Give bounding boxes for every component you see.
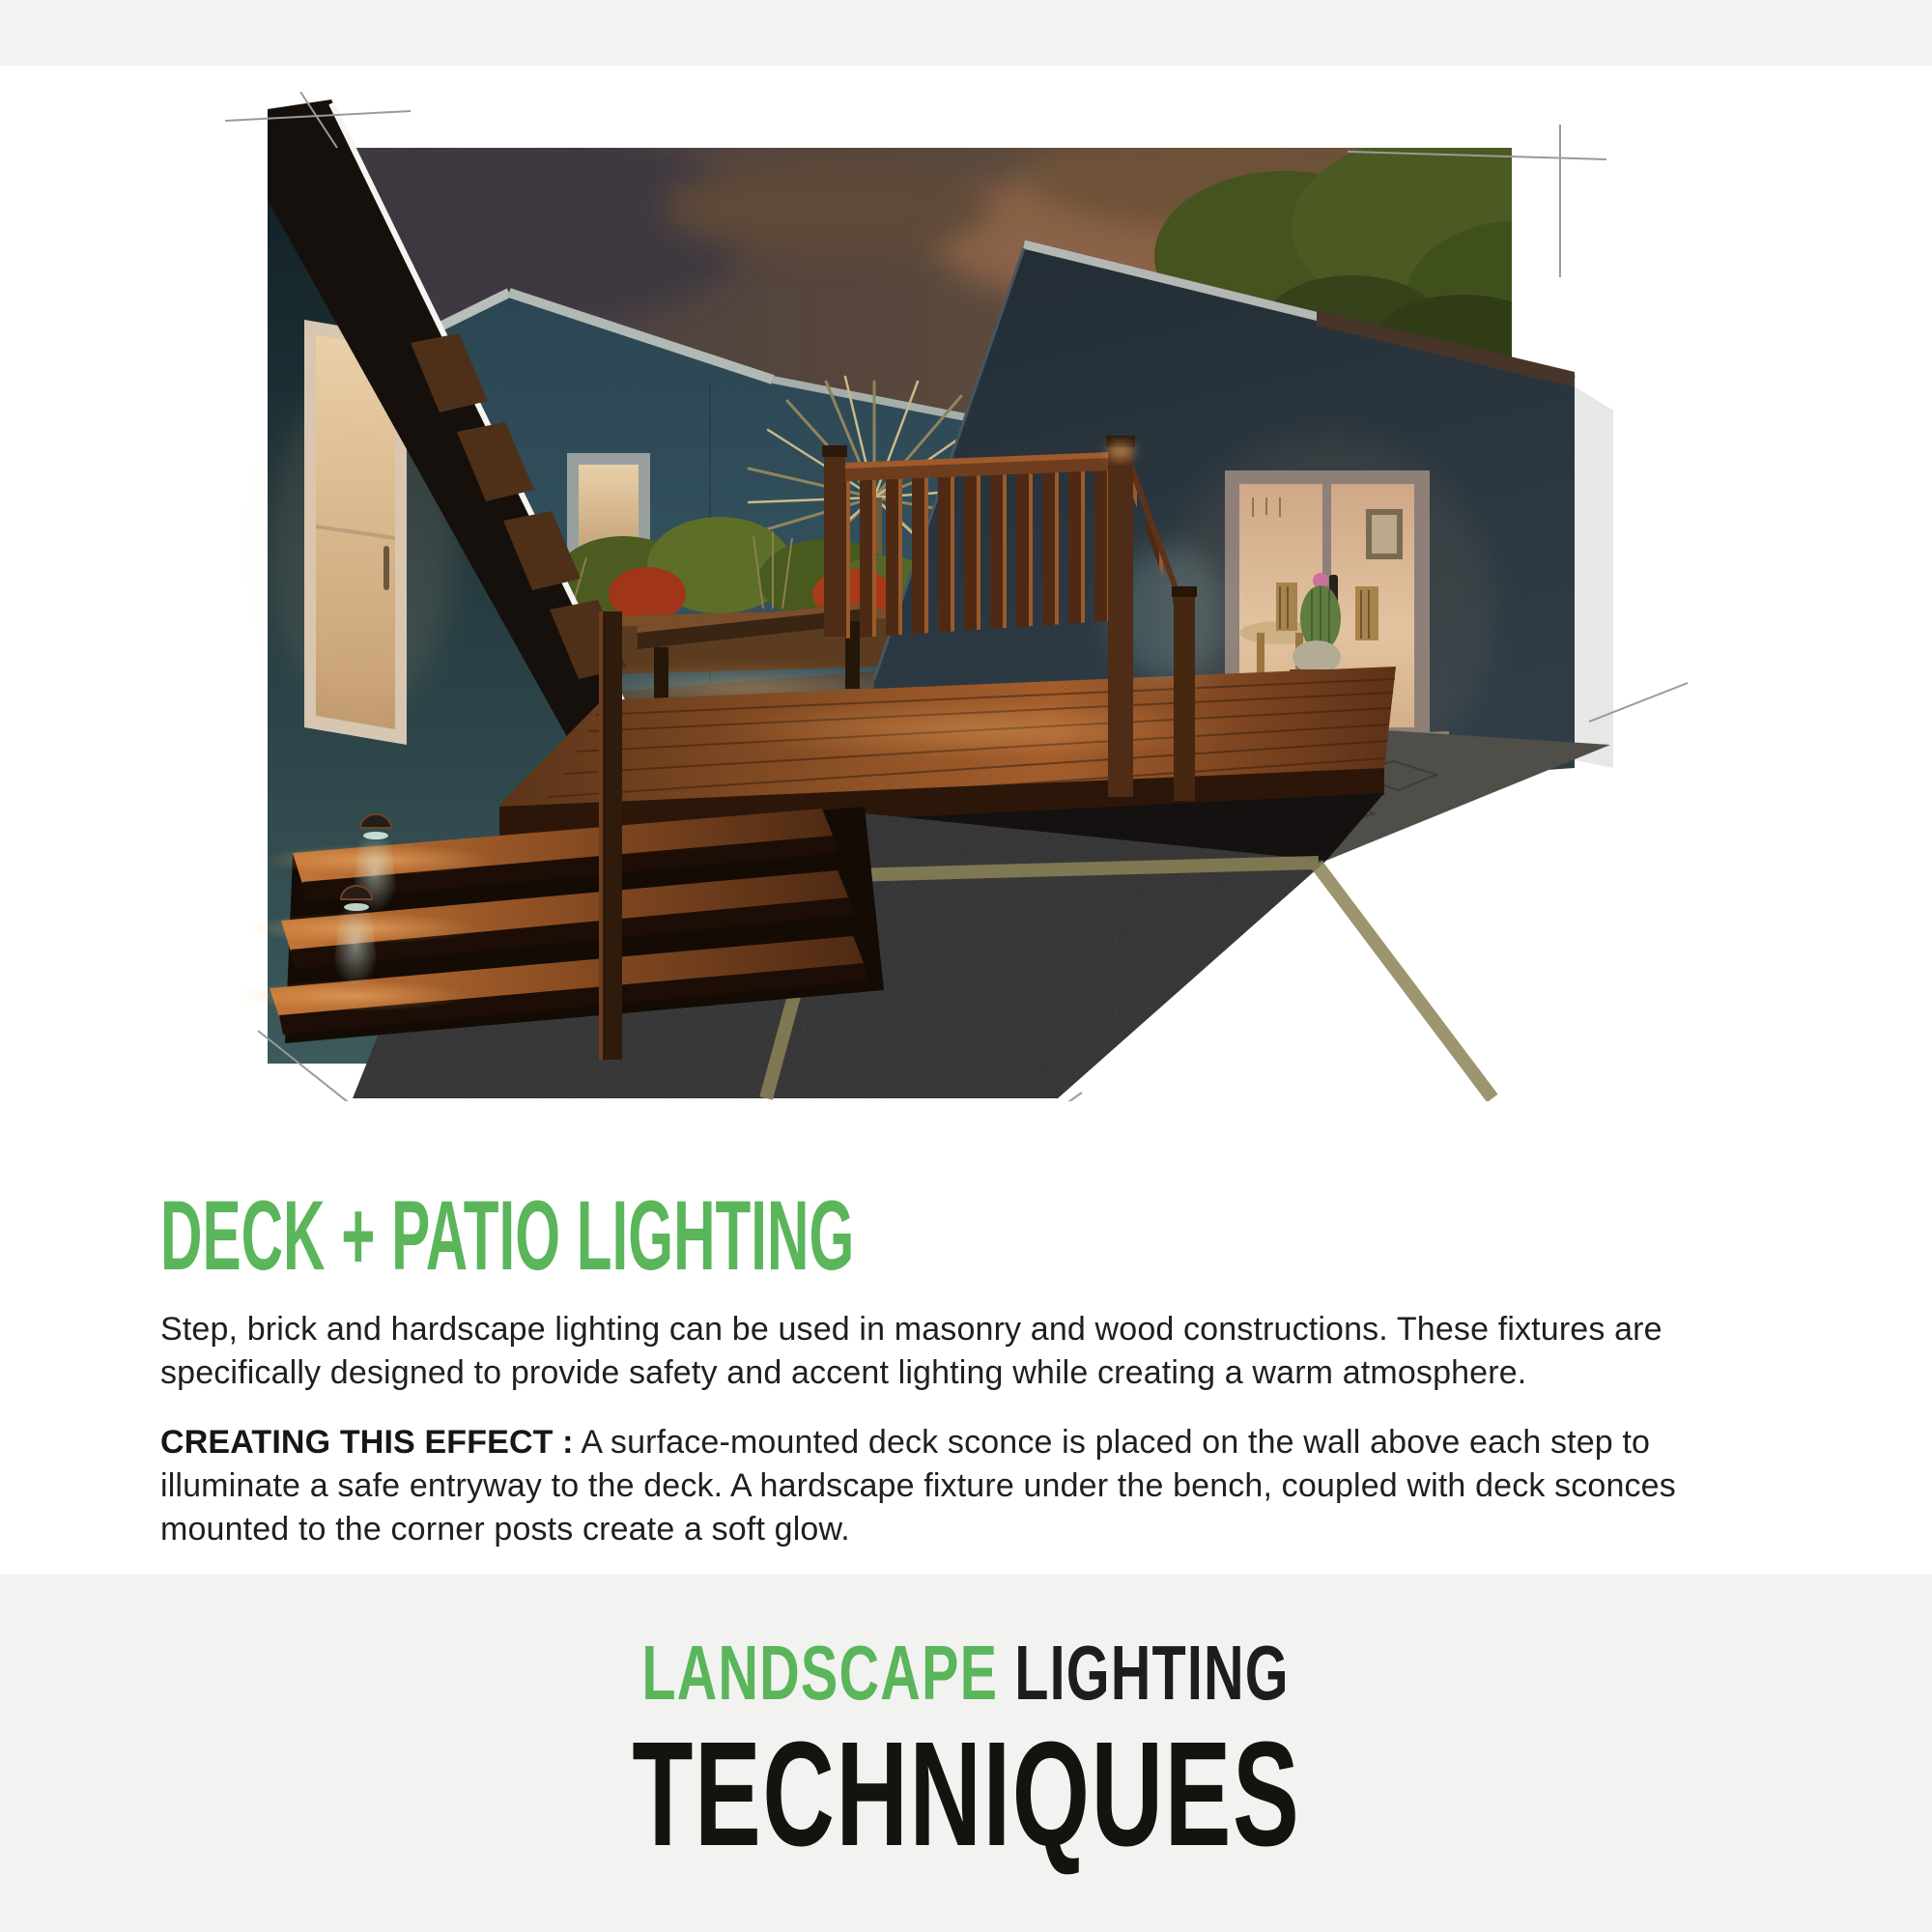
series-word-lighting: LIGHTING [1014,1630,1291,1716]
cloud [662,161,990,254]
door-side-post [1174,592,1195,801]
white-wall-band [1575,386,1613,768]
balusters [845,467,1108,639]
rendering-svg [208,92,1710,1101]
effect-paragraph-lead: CREATING THIS EFFECT : [160,1423,574,1461]
dining-chair [1355,586,1378,640]
section-title-text: DECK + PATIO LIGHTING [160,1180,855,1291]
effect-paragraph-body: A surface-mounted deck sconce is placed on the wall above each step to illuminate a safe entryway to the deck. A hardscape fixture under the bench, coupled with deck sconces mounted to the corner posts create a soft glow. [160,1423,1676,1548]
intro-paragraph: Step, brick and hardscape lighting can be used in masonry and wood constructions. These fixtures are specifically designed to provide safety and accent lighting while creating a warm atmosphere. [160,1310,1662,1391]
deck-patio-rendering [208,92,1710,1101]
series-title-text: TECHNIQUES [632,1711,1300,1877]
corner-post [1108,441,1133,797]
series-word-landscape: LANDSCAPE [641,1630,999,1716]
effect-paragraph [160,1421,1783,1551]
railing-post [824,451,845,637]
post-deck-sconce [1107,443,1134,459]
series-name [516,1630,1415,1716]
section-title [160,1180,1783,1291]
top-gray-band [0,0,1932,66]
series-title [468,1711,1465,1877]
text-section [160,1180,1783,1551]
footer-band [0,1575,1932,1932]
